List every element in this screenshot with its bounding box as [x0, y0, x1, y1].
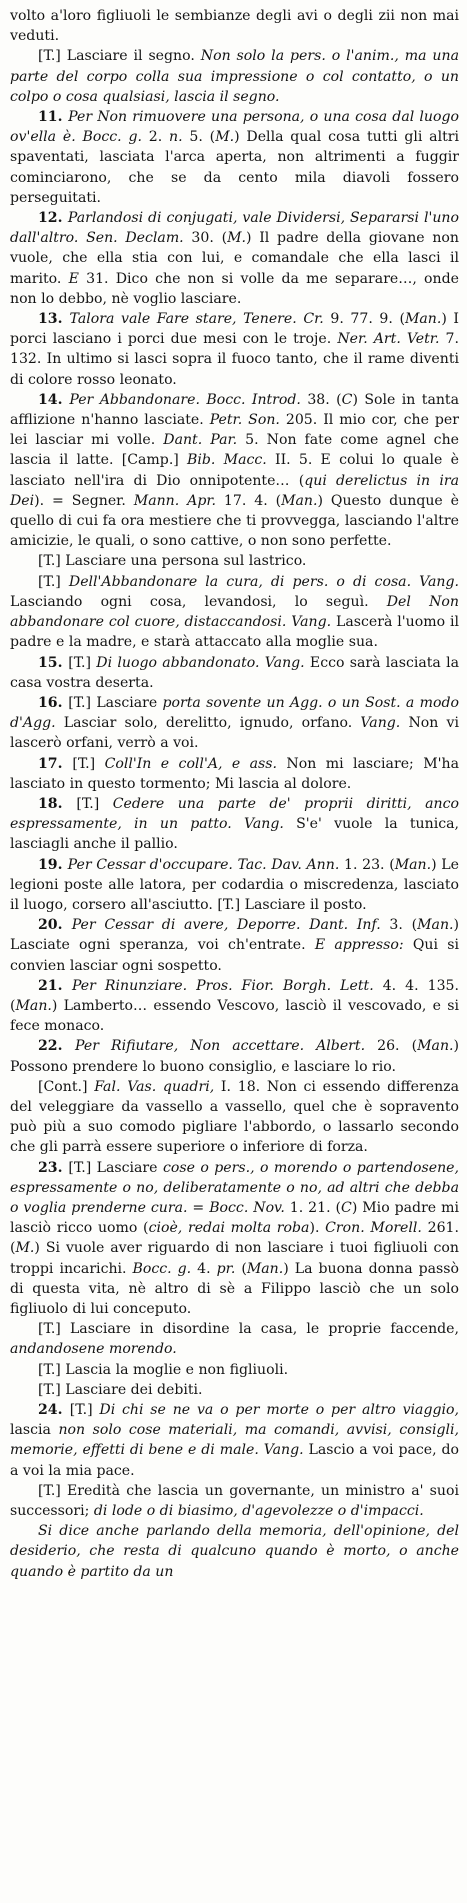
- italic-text: Dell'Abbandonare la cura, di pers. o di cosa. Vang.: [68, 573, 459, 590]
- italic-text: Man.: [281, 492, 318, 509]
- italic-text: cose o pers., o morendo o partendosene, espressamente o no, deliberatamente o no, ad altri che debba o voglia prenderne cura.: [10, 1159, 459, 1216]
- italic-text: Per Cessar di avere, Deporre. Dant. Inf.: [71, 917, 381, 934]
- sense-number: 18.: [38, 795, 77, 812]
- italic-text: cioè, redai molta roba: [148, 1220, 310, 1237]
- text-run: [T.]: [69, 1402, 100, 1419]
- text-run: [T.] Eredità che lascia un governante, un ministro a' suoi successori;: [10, 1482, 459, 1520]
- sense-number: 13.: [38, 311, 70, 328]
- text-run: [T.] Lasciare: [68, 1159, 163, 1176]
- text-run: 17. 4. (: [216, 492, 282, 509]
- dictionary-paragraph: [10, 551, 459, 571]
- text-run: II. 5. E colui lo quale è lasciato nell'ira di Dio onnipotente… (: [10, 452, 459, 489]
- text-run: 1. 23. (: [339, 856, 395, 873]
- text-run: 31. Dico che non si volle da me separare…, onde non lo debbo, nè voglio lasciare.: [10, 270, 459, 307]
- text-run: [T.]: [72, 755, 105, 772]
- sense-number: 21.: [38, 977, 72, 994]
- italic-text: Mann. Apr.: [133, 492, 217, 509]
- italic-text: Si dice anche parlando della memoria, dell'opinione, del desiderio, che resta di qualcuno quando è morto, o anche quando è partito da un: [10, 1523, 459, 1580]
- text-run: 2.: [141, 129, 170, 146]
- text-run: Lasciar solo, derelitto, ignudo, orfano.: [55, 715, 361, 732]
- italic-text: Dant. Par.: [163, 432, 238, 449]
- text-run: 30. (: [183, 230, 228, 247]
- italic-text: Cedere una parte de' proprii diritti, anco espressamente, in un patto. Vang.: [10, 795, 459, 833]
- sense-number: 15.: [38, 654, 69, 671]
- dictionary-paragraph: [10, 1481, 459, 1521]
- text-run: 26. (: [365, 1038, 418, 1055]
- dictionary-paragraph: [10, 754, 459, 794]
- italic-text: Bocc. Nov.: [209, 1199, 285, 1216]
- text-run: Lascerà l'uomo il padre e la madre, e starà attaccato alla moglie sua.: [10, 614, 459, 651]
- dictionary-paragraph: [10, 6, 459, 46]
- italic-text: M.: [215, 129, 235, 146]
- text-run: [T.]: [38, 573, 69, 590]
- italic-text: Per Non rimuovere una persona, o una cosa dal luogo ov'ella è. Bocc. g.: [10, 109, 459, 146]
- dictionary-paragraph: [10, 1077, 459, 1158]
- text-run: volto a'loro figliuoli le sembianze degli avi o degli zii non mai veduti.: [10, 8, 459, 45]
- text-run: ) Il padre della giovane non vuole, che ella stia con lui, e comandale che ella lasci il marito.: [10, 230, 459, 287]
- italic-text: E: [68, 270, 79, 287]
- text-run: 205. Il mio cor, che per lei lasciar mi volle.: [10, 412, 459, 449]
- text-run: [T.] Lasciare dei debiti.: [38, 1381, 203, 1398]
- sense-number: 16.: [38, 694, 69, 711]
- dictionary-paragraph: [10, 107, 459, 208]
- dictionary-paragraph: [10, 390, 459, 552]
- italic-text: Bib. Macc.: [187, 452, 267, 469]
- text-run: ).: [309, 1220, 326, 1237]
- italic-text: Per Rifiutare, Non accettare. Albert.: [75, 1038, 366, 1055]
- text-run: Qui si convien lasciar ogni sospetto.: [10, 937, 460, 974]
- italic-text: Man.: [394, 856, 432, 873]
- dictionary-paragraph: [10, 1521, 459, 1582]
- dictionary-paragraph: [10, 572, 459, 653]
- text-run: (: [235, 1260, 247, 1277]
- text-run: Non mi lasciare; M'ha lasciato in questo tormento; Mi lascia al dolore.: [10, 755, 459, 792]
- italic-text: Man.: [417, 917, 454, 934]
- text-run: lascia: [10, 1422, 59, 1439]
- text-run: ) Le legioni poste alle latora, per codardia o miscredenza, lasciato il luogo, corsero all'asciutto. [T.] Lasciare il posto.: [10, 856, 459, 913]
- text-run: 3. (: [380, 917, 418, 934]
- italic-text: Di luogo abbandonato. Vang.: [96, 654, 305, 671]
- text-run: 9. 77. 9. (: [323, 311, 405, 328]
- italic-text: Talora vale Fare stare, Tenere. Cr.: [69, 311, 324, 328]
- sense-number: 12.: [38, 210, 68, 227]
- text-run: I. 18. Non ci essendo differenza del veleggiare da vassello a vassello, quel che è sopravento può più a suo comodo pigliare l'abbordo, o lassarlo secondo che gli parrà essere superiore o inferiore di forza.: [10, 1078, 460, 1156]
- dictionary-paragraph: [10, 309, 459, 390]
- italic-text: M.: [227, 230, 246, 247]
- sense-number: 22.: [38, 1038, 76, 1055]
- italic-text: Cron. Morell.: [325, 1220, 422, 1237]
- text-run: ) Lamberto… essendo Vescovo, lasciò il vescovado, e si fece monaco.: [10, 997, 459, 1035]
- text-run: ) Mio padre mi lasciò ricco uomo (: [10, 1199, 459, 1237]
- text-run: 5. (: [182, 129, 216, 146]
- text-run: Lascio a voi pace, do a voi la mia pace.: [10, 1442, 459, 1479]
- italic-text: Parlandosi di conjugati, vale Dividersi, Separarsi l'uno dall'altro. Sen. Declam.: [10, 210, 459, 247]
- italic-text: M.: [15, 1240, 35, 1257]
- dictionary-paragraph: [10, 46, 459, 107]
- text-run: ). = Segner.: [34, 492, 134, 509]
- italic-text: Fal. Vas. quadri,: [94, 1078, 215, 1095]
- italic-text: C: [341, 1199, 352, 1216]
- italic-text: Vang.: [360, 715, 401, 732]
- text-run: [T.] Lasciare: [68, 694, 163, 711]
- text-run: 38. (: [300, 391, 342, 408]
- italic-text: pr.: [216, 1260, 236, 1277]
- dictionary-paragraph: [10, 1036, 459, 1076]
- dictionary-paragraph: [10, 653, 459, 693]
- text-run: ) Sole in tanta afflizione n'hanno lasciate.: [10, 391, 459, 429]
- text-run: Ecco sarà lasciata la casa vostra deserta.: [10, 654, 459, 691]
- dictionary-paragraph: [10, 1400, 459, 1481]
- dictionary-paragraph: [10, 976, 459, 1037]
- sense-number: 23.: [38, 1159, 69, 1176]
- text-run: ) Lasciate ogni speranza, voi ch'entrate.: [10, 917, 459, 954]
- italic-text: Man.: [417, 1038, 454, 1055]
- sense-number: 14.: [38, 391, 70, 408]
- text-run: [T.] Lasciare una persona sul lastrico.: [38, 553, 307, 570]
- italic-text: Petr. Son.: [209, 412, 280, 429]
- sense-number: 24.: [38, 1402, 70, 1419]
- text-run: [T.]: [68, 654, 97, 671]
- text-run: ) Possono prendere lo buono consiglio, e lasciare lo rio.: [10, 1038, 459, 1075]
- text-run: [T.]: [76, 795, 113, 812]
- text-run: [T.] Lasciare in disordine la casa, le proprie faccende,: [38, 1321, 459, 1338]
- text-run: [T.] Lasciare il segno.: [38, 48, 201, 65]
- dictionary-paragraph: [10, 1319, 459, 1359]
- text-run: =: [187, 1199, 210, 1216]
- italic-text: non solo cose materiali, ma comandi, avvisi, consigli, memorie, effetti di bene e di male. Vang.: [10, 1422, 460, 1459]
- text-run: Lasciando ogni cosa, levandosi, lo seguì.: [10, 593, 387, 610]
- italic-text: andandosene morendo.: [10, 1341, 177, 1358]
- italic-text: Ner. Art. Vetr.: [337, 331, 440, 348]
- italic-text: n.: [169, 129, 183, 146]
- text-run: 5. Non fate come agnel che lascia il latte. [Camp.]: [10, 432, 459, 469]
- text-run: ) Si vuole aver riguardo di non lasciare i tuoi figliuoli con troppi incarichi.: [10, 1240, 459, 1277]
- dictionary-paragraph: [10, 693, 459, 754]
- italic-text: Bocc. g.: [132, 1260, 192, 1277]
- sense-number: 11.: [38, 109, 69, 126]
- text-run: ) La buona donna passò di questa vita, nè altro di sè a Filippo lasciò che un solo figliuolo di lui conceputo.: [10, 1260, 460, 1317]
- text-run: 261. (: [10, 1220, 459, 1257]
- dictionary-paragraph: [10, 794, 459, 855]
- italic-text: Non solo la pers. o l'anim., ma una parte del corpo colla sua impressione o col contatto, o un colpo o cosa qualsiasi, lascia il segno.: [10, 48, 459, 105]
- sense-number: 19.: [38, 856, 68, 873]
- italic-text: C: [341, 391, 353, 408]
- italic-text: Man.: [15, 997, 52, 1014]
- italic-text: Per Cessar d'occupare. Tac. Dav. Ann.: [67, 856, 340, 873]
- text-run: ) Questo dunque è quello di cui fa ora mestiere che ti provvegga, lasciando l'altre amicizie, le quali, o sono cattive, o non sono perfette.: [10, 492, 459, 550]
- text-run: [T.] Lascia la moglie e non figliuoli.: [38, 1361, 289, 1378]
- text-run: 4.: [191, 1260, 217, 1277]
- dictionary-paragraph: [10, 1158, 459, 1320]
- italic-text: porta sovente un Agg. o un Sost. a modo d'Agg.: [10, 694, 459, 732]
- text-run: 1. 21. (: [284, 1199, 342, 1216]
- dictionary-paragraph: [10, 1380, 459, 1400]
- italic-text: Coll'In e coll'A, e ass.: [104, 755, 277, 772]
- text-run: 7. 132. In ultimo si lasci sopra il fuoco tanto, che il rame diventi di colore rosso leonato.: [10, 331, 459, 388]
- text-run: ) Della qual cosa tutti gli altri spaventati, lasciata l'arca aperta, non altrimenti a fuggir cominciarono, che se da cento mila diavoli fossero perseguitati.: [10, 129, 460, 206]
- text-run: ) I porci lasciano i porci due mesi con le troje.: [10, 311, 459, 348]
- italic-text: Del Non abbandonare col cuore, distaccandosi. Vang.: [10, 593, 459, 631]
- dictionary-paragraph: [10, 915, 459, 976]
- italic-text: qui derelictus in ira Dei: [10, 472, 459, 509]
- dictionary-paragraph: [10, 1360, 459, 1380]
- text-run: 4. 4. 135. (: [10, 977, 459, 1014]
- italic-text: Di chi se ne va o per morte o per altro viaggio,: [99, 1402, 459, 1419]
- italic-text: E appresso:: [314, 937, 404, 954]
- italic-text: Man.: [246, 1260, 284, 1277]
- text-run: [Cont.]: [38, 1078, 95, 1095]
- italic-text: Man.: [404, 311, 442, 328]
- sense-number: 17.: [38, 755, 73, 772]
- italic-text: Per Rinunziare. Pros. Fior. Borgh. Lett.: [71, 977, 374, 994]
- sense-number: 20.: [38, 917, 72, 934]
- dictionary-paragraph: [10, 855, 459, 916]
- italic-text: Per Abbandonare. Bocc. Introd.: [69, 391, 301, 408]
- dictionary-paragraph: [10, 208, 459, 309]
- text-run: S'e' vuole la tunica, lasciagli anche il pallio.: [10, 816, 459, 853]
- italic-text: di lode o di biasimo, d'agevolezze o d'impacci.: [93, 1503, 424, 1520]
- text-run: Non vi lascerò orfani, verrò a voi.: [10, 715, 459, 752]
